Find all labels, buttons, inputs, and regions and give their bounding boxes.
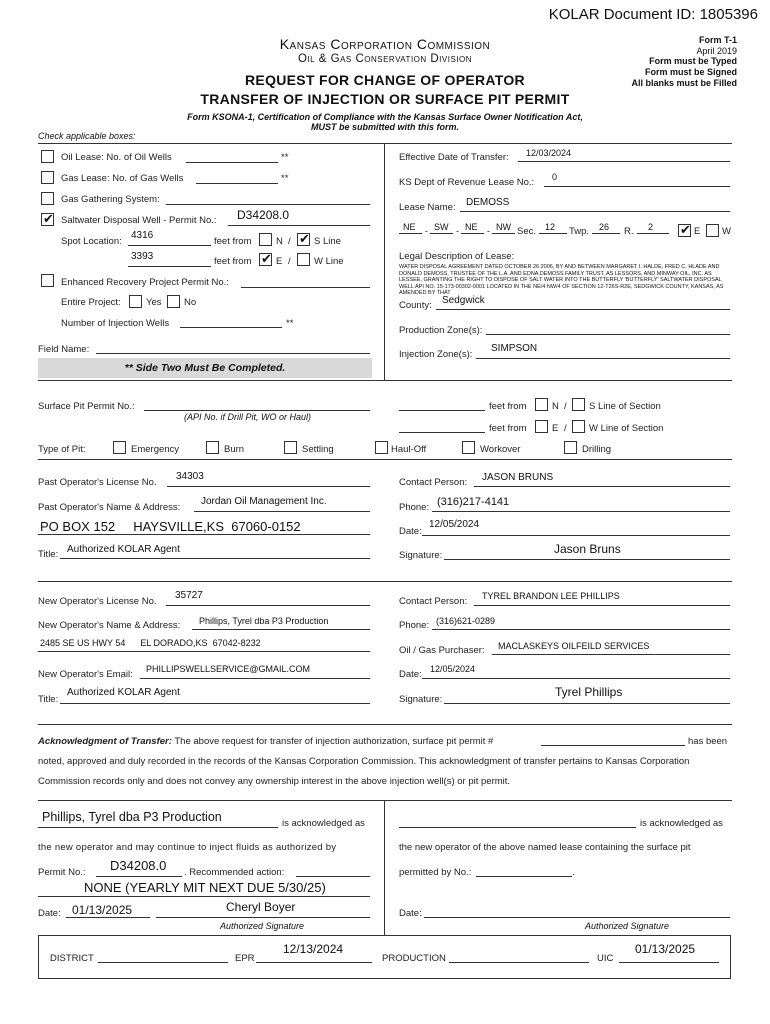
num-injection-wells-line[interactable]: [180, 327, 282, 328]
pit-south-checkbox[interactable]: [572, 398, 585, 411]
type-of-pit-label: Type of Pit:: [38, 444, 86, 455]
dash-1: -: [425, 226, 428, 236]
new-address-value: 2485 SE US HWY 54 EL DORADO,KS 67042-8232: [40, 638, 261, 648]
past-date-line[interactable]: [422, 535, 730, 536]
feet-from-label-1: feet from: [214, 236, 252, 247]
enhanced-recovery-checkbox[interactable]: [41, 274, 54, 287]
division-name: Oil & Gas Conservation Division: [297, 53, 473, 65]
checkmark-icon: ✔: [680, 222, 691, 237]
burn-label: Burn: [224, 444, 245, 455]
west-checkbox[interactable]: [297, 253, 310, 266]
district-label: DISTRICT: [50, 953, 94, 964]
surface-pit-label: Surface Pit Permit No.:: [38, 401, 135, 412]
new-purchaser-line[interactable]: [492, 654, 730, 655]
emergency-checkbox[interactable]: [113, 441, 126, 454]
api-note: (API No. if Drill Pit, WO or Haul): [184, 412, 312, 422]
past-contact-line[interactable]: [474, 486, 730, 487]
note-typed: Form must be Typed: [649, 56, 737, 66]
injection-zones-value: SIMPSON: [491, 343, 538, 354]
checkmark-icon: ✔: [261, 251, 272, 266]
new-title-label: Title:: [38, 694, 59, 705]
production-zones-label: Production Zone(s):: [399, 325, 483, 336]
new-purchaser-label: Oil / Gas Purchaser:: [399, 645, 485, 656]
slash-2: /: [288, 256, 291, 267]
new-signature-value: Tyrel Phillips: [555, 685, 623, 699]
gas-gathering-checkbox[interactable]: [41, 192, 54, 205]
production-label: PRODUCTION: [382, 953, 446, 964]
twp-line[interactable]: [592, 233, 620, 234]
past-date-value: 12/05/2024: [429, 519, 480, 530]
quarter-2-value: SW: [434, 222, 449, 232]
pit-slash-2: /: [564, 423, 567, 434]
ack-left-text: the new operator and may continue to inject fluids as authorized by: [38, 842, 337, 853]
production-zones-line[interactable]: [486, 334, 730, 335]
ack-pit-permit-line[interactable]: [541, 745, 685, 746]
permit-period: .: [184, 867, 187, 878]
new-license-line[interactable]: [166, 605, 370, 606]
pit-east-checkbox[interactable]: [535, 420, 548, 433]
num-injection-stars: **: [286, 318, 294, 329]
left-signature-line[interactable]: [156, 917, 370, 918]
right-authorized-signature: Authorized Signature: [585, 921, 670, 931]
right-date-label: Date:: [399, 908, 422, 919]
swd-checkbox[interactable]: [41, 213, 54, 226]
past-signature-label: Signature:: [399, 550, 443, 561]
form-title-line-1: REQUEST FOR CHANGE OF OPERATOR: [245, 72, 525, 88]
slash-1: /: [288, 236, 291, 247]
quarter-3-value: NE: [465, 222, 478, 232]
new-signature-label: Signature:: [399, 694, 443, 705]
ack-top-rule: [38, 800, 732, 801]
entire-project-yes-checkbox[interactable]: [129, 295, 142, 308]
west-line-label: W Line: [314, 256, 344, 267]
gas-wells-line[interactable]: [196, 183, 278, 184]
county-line[interactable]: [436, 309, 730, 310]
recommended-action-text: Recommended action:: [189, 867, 285, 878]
new-name-value: Phillips, Tyrel dba P3 Production: [199, 616, 329, 626]
new-name-line[interactable]: [192, 629, 370, 630]
permit-no-line[interactable]: [96, 876, 182, 877]
swd-label: Saltwater Disposal Well - Permit No.:: [61, 215, 217, 226]
new-email-line[interactable]: [140, 678, 370, 679]
settling-label: Settling: [302, 444, 334, 455]
new-title-line[interactable]: [60, 703, 370, 704]
ks-dept-value: 0: [552, 172, 558, 182]
checkmark-icon: ✔: [43, 211, 54, 226]
pit-north-checkbox[interactable]: [535, 398, 548, 411]
range-value: 2: [648, 222, 654, 232]
swd-permit-value: D34208.0: [237, 208, 290, 222]
oil-wells-line[interactable]: [186, 162, 278, 163]
new-title-value: Authorized KOLAR Agent: [67, 687, 180, 698]
ack-right-name-line[interactable]: [399, 827, 636, 828]
past-contact-value: JASON BRUNS: [482, 472, 554, 483]
past-contact-label: Contact Person:: [399, 477, 468, 488]
ack-line-1: [38, 736, 493, 747]
quarter-3-line[interactable]: [461, 233, 484, 234]
range-label: R.: [624, 226, 634, 237]
section-divider: [384, 143, 385, 380]
past-name-value: Jordan Oil Management Inc.: [201, 496, 327, 507]
new-email-label: New Operator's Email:: [38, 669, 133, 680]
yes-label: Yes: [146, 297, 162, 308]
past-phone-line[interactable]: [432, 511, 730, 512]
spot-ew-value: 3393: [131, 251, 154, 262]
new-address-line[interactable]: [38, 651, 370, 652]
permit-no-value: D34208.0: [110, 858, 167, 873]
injection-zones-line[interactable]: [476, 358, 730, 359]
new-date-value: 12/05/2024: [430, 664, 476, 674]
injection-zones-label: Injection Zone(s):: [399, 349, 473, 360]
left-authorized-signature: Authorized Signature: [220, 921, 305, 931]
ack-right-text: the new operator of the above named lease containing the surface pit: [399, 842, 691, 853]
past-license-value: 34303: [176, 471, 204, 482]
range-east-checkbox[interactable]: [678, 224, 691, 237]
new-contact-label: Contact Person:: [399, 596, 468, 607]
oil-lease-checkbox[interactable]: [41, 150, 54, 163]
lease-name-value: DEMOSS: [466, 197, 510, 208]
past-section-rule: [38, 581, 732, 582]
spot-ew-line[interactable]: [128, 266, 211, 267]
ack-left-is-ack: is acknowledged as: [282, 818, 365, 829]
swd-permit-line[interactable]: [228, 225, 370, 226]
epr-value: 12/13/2024: [283, 942, 344, 956]
workover-label: Workover: [480, 444, 521, 455]
haul-off-checkbox[interactable]: [375, 441, 388, 454]
past-address-line[interactable]: [38, 534, 370, 535]
permitted-by-label: permitted by No.:: [399, 867, 472, 878]
note-filled: All blanks must be Filled: [631, 78, 737, 88]
entire-project-no-checkbox[interactable]: [167, 295, 180, 308]
legal-description-label: Legal Description of Lease:: [399, 251, 515, 262]
new-contact-value: TYREL BRANDON LEE PHILLIPS: [482, 591, 620, 601]
ack-text-3: Commission records only and does not convey any ownership interest in the above injection well(s) or pit permit.: [38, 776, 511, 787]
field-name-label: Field Name:: [38, 344, 90, 355]
left-date-line[interactable]: [66, 917, 150, 918]
past-address-value: PO BOX 152 HAYSVILLE,KS 67060-0152: [40, 519, 301, 534]
epr-line[interactable]: [256, 962, 372, 963]
new-name-label: New Operator's Name & Address:: [38, 620, 181, 631]
dash-3: -: [487, 226, 490, 236]
new-phone-line[interactable]: [432, 629, 730, 630]
new-phone-value: (316)621-0289: [436, 616, 496, 626]
sec-line[interactable]: [539, 233, 567, 234]
new-section-rule: [38, 724, 732, 725]
pit-east-label: E: [552, 423, 559, 434]
form-number: Form T-1: [698, 35, 737, 45]
past-name-line[interactable]: [194, 511, 370, 512]
gas-gathering-line[interactable]: [166, 204, 370, 205]
gas-wells-stars: **: [281, 173, 289, 184]
legal-description-text: WATER DISPOSAL AGREEMENT DATED OCTOBER 26 2006, BY AND BETWEEN MARGARET I. HALDE, FRED C. HLADE AND DONALD DEMOSS, TRUSTEE OF THE L.A. AND EDNA DEMOSS FAMILY TRUST, AS LESSORS, AND MINWAY OIL, INC. AS LESSEE, GRANTING THE RIGHT TO DISPOSE OF SALT WATER INTO THE BUTTERFLY 'BUTTERFLY' SALTWATER DISPOSAL WELL API NO. 15-173-00302-0001 LOCATED IN THE NE/4 NW/4 OF SECTION 12-T26S-R2E, SEDGWICK COUNTY, KANSAS, AS AMENDED BY THAT: [399, 264, 724, 296]
lease-name-line[interactable]: [460, 211, 730, 212]
past-name-label: Past Operator's Name & Address:: [38, 502, 181, 513]
no-label: No: [184, 297, 197, 308]
south-line-label: S Line: [314, 236, 341, 247]
emergency-label: Emergency: [131, 444, 180, 455]
feet-from-label-2: feet from: [214, 256, 252, 267]
south-checkbox[interactable]: [297, 233, 310, 246]
past-phone-label: Phone:: [399, 502, 430, 513]
gas-lease-checkbox[interactable]: [41, 171, 54, 184]
form-subtitle-line-2: MUST be submitted with this form.: [311, 122, 459, 132]
past-title-value: Authorized KOLAR Agent: [67, 544, 180, 555]
form-subtitle-line-1: Form KSONA-1, Certification of Compliance with the Kansas Surface Owner Notification Act,: [187, 112, 583, 122]
ack-heading: Acknowledgment of Transfer:: [38, 736, 172, 747]
sec-label: Sec.: [517, 226, 537, 237]
district-line[interactable]: [98, 962, 228, 963]
north-label: N: [276, 236, 283, 247]
pit-section-rule: [38, 459, 732, 460]
east-label: E: [276, 256, 283, 267]
enhanced-recovery-line[interactable]: [241, 287, 370, 288]
ks-dept-line[interactable]: [544, 186, 730, 187]
has-been-label: has been: [688, 736, 728, 747]
spot-ns-line[interactable]: [128, 245, 211, 246]
quarter-1-value: NE: [403, 222, 416, 232]
drilling-checkbox[interactable]: [564, 441, 577, 454]
pit-west-label: W Line of Section: [589, 423, 664, 434]
new-email-value: PHILLIPSWELLSERVICE@GMAIL.COM: [146, 664, 311, 674]
section-top-rule: [38, 143, 732, 144]
effective-date-label: Effective Date of Transfer:: [399, 152, 509, 163]
settling-checkbox[interactable]: [284, 441, 297, 454]
section-bottom-rule: [38, 380, 732, 381]
checkmark-icon: ✔: [299, 231, 310, 246]
permit-no-label: Permit No.:: [38, 867, 86, 878]
production-line[interactable]: [449, 962, 589, 963]
form-date: April 2019: [696, 46, 737, 56]
left-signer: Cheryl Boyer: [226, 900, 296, 914]
burn-checkbox[interactable]: [206, 441, 219, 454]
pit-west-checkbox[interactable]: [572, 420, 585, 433]
num-injection-wells-label: Number of Injection Wells: [61, 318, 170, 329]
permitted-by-line[interactable]: [476, 876, 572, 877]
ack-text-1: The above request for transfer of injection authorization, surface pit permit #: [174, 736, 494, 747]
uic-line[interactable]: [619, 962, 719, 963]
spot-ns-value: 4316: [131, 230, 154, 241]
effective-date-line[interactable]: [518, 161, 730, 162]
east-checkbox[interactable]: [259, 253, 272, 266]
past-date-label: Date:: [399, 526, 422, 537]
ks-dept-label: KS Dept of Revenue Lease No.:: [399, 177, 535, 188]
pit-feet-from-1: feet from: [489, 401, 527, 412]
pit-ns-line[interactable]: [399, 410, 485, 411]
range-east-label: E: [694, 226, 701, 237]
uic-value: 01/13/2025: [635, 942, 696, 956]
pit-slash-1: /: [564, 401, 567, 412]
ack-left-name: Phillips, Tyrel dba P3 Production: [42, 810, 222, 824]
range-west-label: W: [722, 226, 731, 237]
pit-south-label: S Line of Section: [589, 401, 661, 412]
pit-ew-line[interactable]: [399, 432, 485, 433]
new-license-label: New Operator's License No.: [38, 596, 157, 607]
drilling-label: Drilling: [582, 444, 612, 455]
uic-label: UIC: [597, 953, 614, 964]
left-date-label: Date:: [38, 908, 61, 919]
recommended-action-line-2[interactable]: [38, 896, 370, 897]
pit-feet-from-2: feet from: [489, 423, 527, 434]
pit-north-label: N: [552, 401, 559, 412]
quarter-1-line[interactable]: [399, 233, 422, 234]
ack-right-is-ack: is acknowledged as: [640, 818, 723, 829]
left-date-value: 01/13/2025: [72, 903, 133, 917]
side-two-note: ** Side Two Must Be Completed.: [124, 362, 286, 374]
quarter-4-value: NW: [496, 222, 511, 232]
recommended-action-line[interactable]: [296, 876, 370, 877]
past-signature-value: Jason Bruns: [554, 542, 621, 556]
oil-wells-stars: **: [281, 152, 289, 163]
agency-name: Kansas Corporation Commission: [279, 36, 491, 52]
new-license-value: 35727: [175, 590, 203, 601]
new-date-label: Date:: [399, 669, 422, 680]
surface-pit-line[interactable]: [144, 410, 370, 411]
permitted-by-period: .: [572, 867, 575, 878]
ack-divider: [384, 800, 385, 935]
recommended-action-value: NONE (YEARLY MIT NEXT DUE 5/30/25): [84, 880, 326, 895]
check-applicable-label: Check applicable boxes:: [38, 131, 136, 141]
workover-checkbox[interactable]: [462, 441, 475, 454]
ack-text-2: noted, approved and duly recorded in the records of the Kansas Corporation Commission. This acknowledgment of transfer pertains to Kansas Corporation: [38, 756, 690, 767]
lease-name-label: Lease Name:: [399, 202, 456, 213]
recommended-action-label: [184, 867, 284, 878]
past-license-line[interactable]: [167, 486, 370, 487]
haul-off-label: Haul-Off: [391, 444, 427, 455]
past-license-label: Past Operator's License No.: [38, 477, 157, 488]
note-signed: Form must be Signed: [644, 67, 737, 77]
effective-date-value: 12/03/2024: [526, 148, 572, 158]
ack-left-name-line[interactable]: [38, 827, 278, 828]
past-title-line[interactable]: [60, 558, 370, 559]
right-date-line[interactable]: [424, 917, 730, 918]
range-line[interactable]: [637, 233, 669, 234]
twp-label: Twp.: [569, 226, 590, 237]
enhanced-recovery-label: Enhanced Recovery Project Permit No.:: [61, 277, 229, 288]
sec-value: 12: [545, 222, 556, 232]
past-title-label: Title:: [38, 549, 59, 560]
range-west-checkbox[interactable]: [706, 224, 719, 237]
county-value: Sedgwick: [442, 295, 485, 306]
gas-lease-label: Gas Lease: No. of Gas Wells: [61, 173, 184, 184]
past-signature-line[interactable]: [444, 559, 730, 560]
new-contact-line[interactable]: [474, 605, 730, 606]
kolar-document-id: KOLAR Document ID: 1805396: [548, 6, 758, 23]
dash-2: -: [456, 226, 459, 236]
gas-gathering-label: Gas Gathering System:: [61, 194, 160, 205]
entire-project-label: Entire Project:: [61, 297, 121, 308]
oil-lease-label: Oil Lease: No. of Oil Wells: [61, 152, 172, 163]
new-date-line[interactable]: [422, 678, 730, 679]
north-checkbox[interactable]: [259, 233, 272, 246]
new-signature-line[interactable]: [444, 703, 730, 704]
twp-value: 26: [599, 222, 610, 232]
field-name-line[interactable]: [96, 353, 370, 354]
form-title-line-2: TRANSFER OF INJECTION OR SURFACE PIT PERMIT: [200, 91, 570, 107]
quarter-2-line[interactable]: [430, 233, 453, 234]
epr-label: EPR: [235, 953, 255, 964]
county-label: County:: [399, 300, 432, 311]
spot-location-label: Spot Location:: [61, 236, 122, 247]
past-phone-value: (316)217-4141: [437, 496, 510, 508]
new-purchaser-value: MACLASKEYS OILFEILD SERVICES: [498, 641, 650, 651]
new-phone-label: Phone:: [399, 620, 430, 631]
quarter-4-line[interactable]: [492, 233, 515, 234]
